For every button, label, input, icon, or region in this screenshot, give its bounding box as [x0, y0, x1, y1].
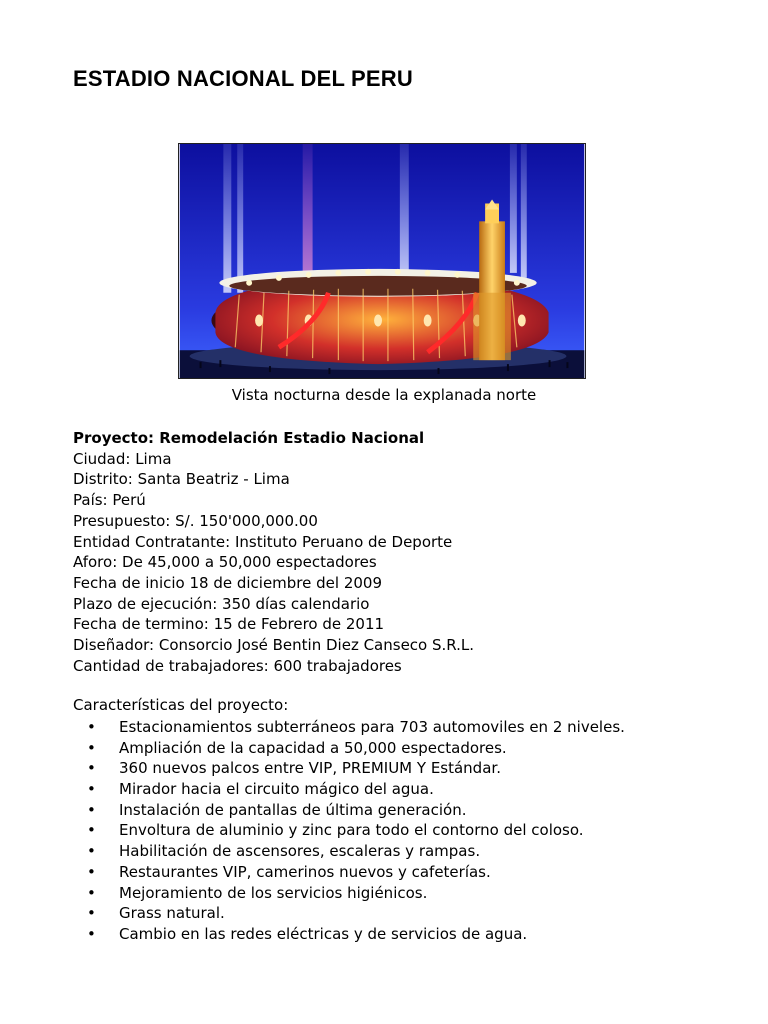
project-heading: Proyecto: Remodelación Estadio Nacional — [73, 429, 425, 447]
feature-text: 360 nuevos palcos entre VIP, PREMIUM Y Estándar. — [119, 759, 501, 778]
bullet-icon: • — [87, 718, 96, 736]
feature-text: Grass natural. — [119, 904, 225, 923]
image-caption: Vista nocturna desde la explanada norte — [231, 386, 537, 404]
detail-district: Distrito: Santa Beatriz - Lima — [73, 470, 290, 489]
detail-end-date: Fecha de termino: 15 de Febrero de 2011 — [73, 615, 385, 634]
feature-text: Envoltura de aluminio y zinc para todo el contorno del coloso. — [119, 821, 584, 840]
list-item — [73, 738, 625, 759]
feature-text: Mirador hacia el circuito mágico del agua. — [119, 780, 434, 799]
list-item — [73, 883, 625, 904]
bullet-icon: • — [87, 904, 96, 923]
bullet-icon: • — [87, 862, 96, 881]
bullet-icon: • — [87, 800, 96, 819]
detail-execution-period: Plazo de ejecución: 350 días calendario — [73, 594, 370, 613]
list-item — [73, 800, 625, 821]
list-item — [73, 717, 625, 738]
stadium-night-image — [178, 143, 586, 379]
detail-city: Ciudad: Lima — [73, 449, 172, 468]
feature-text: Estacionamientos subterráneos para 703 automoviles en 2 niveles. — [119, 718, 625, 736]
list-item — [73, 779, 625, 800]
bullet-icon: • — [87, 821, 96, 840]
feature-text: Restaurantes VIP, camerinos nuevos y cafeterías. — [119, 862, 491, 881]
bullet-icon: • — [87, 738, 96, 757]
list-item — [73, 820, 625, 841]
feature-text: Cambio en las redes eléctricas y de servicios de agua. — [119, 924, 528, 943]
feature-text: Instalación de pantallas de última generación. — [119, 800, 467, 819]
feature-text: Habilitación de ascensores, escaleras y rampas. — [119, 842, 481, 861]
detail-start-date: Fecha de inicio 18 de diciembre del 2009 — [73, 573, 383, 592]
bullet-icon: • — [87, 842, 96, 861]
detail-budget: Presupuesto: S/. 150'000,000.00 — [73, 511, 318, 530]
feature-text: Mejoramiento de los servicios higiénicos. — [119, 883, 428, 902]
detail-contracting-entity: Entidad Contratante: Instituto Peruano de Deporte — [73, 532, 453, 551]
bullet-icon: • — [87, 759, 96, 778]
bullet-icon: • — [87, 780, 96, 799]
page-title: ESTADIO NACIONAL DEL PERU — [73, 66, 413, 91]
detail-country: País: Perú — [73, 491, 146, 510]
feature-text: Ampliación de la capacidad a 50,000 espectadores. — [119, 738, 507, 757]
list-item — [73, 862, 625, 883]
bullet-icon: • — [87, 924, 96, 943]
detail-designer: Diseñador: Consorcio José Bentin Diez Canseco S.R.L. — [73, 636, 475, 655]
features-list — [73, 717, 625, 945]
detail-capacity: Aforo: De 45,000 a 50,000 espectadores — [73, 553, 377, 572]
detail-workers: Cantidad de trabajadores: 600 trabajadores — [73, 656, 402, 675]
list-item — [73, 924, 625, 945]
list-item — [73, 841, 625, 862]
list-item — [73, 758, 625, 779]
project-info — [73, 428, 474, 676]
list-item — [73, 903, 625, 924]
bullet-icon: • — [87, 883, 96, 902]
features-heading: Características del proyecto: — [73, 696, 289, 714]
